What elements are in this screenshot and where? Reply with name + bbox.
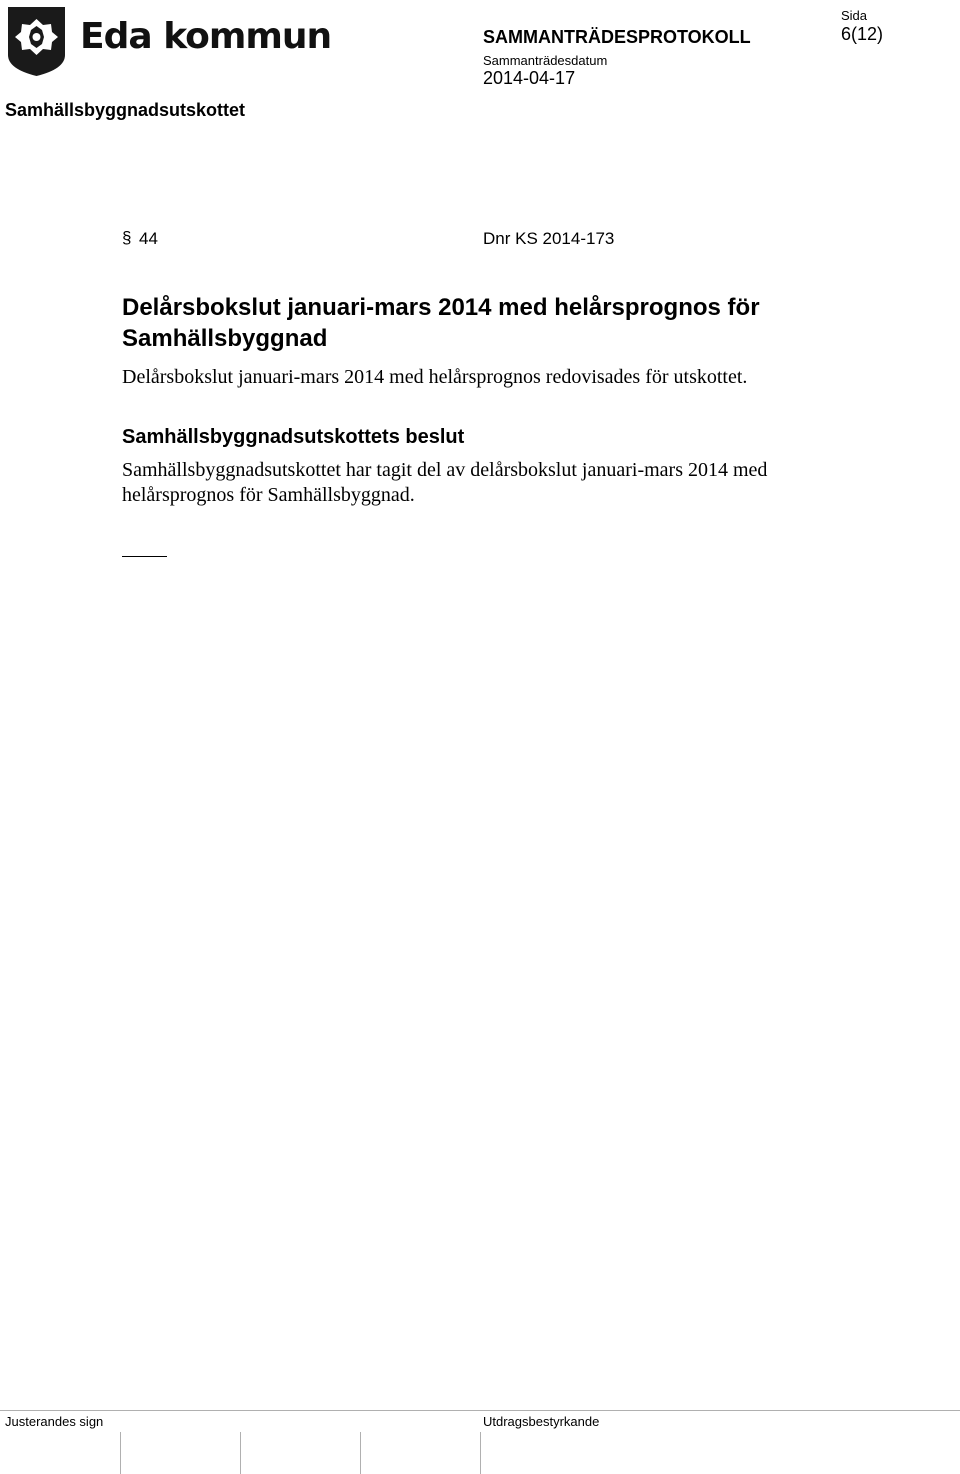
- page-number: 6(12): [841, 24, 884, 44]
- paragraph-sign: §: [122, 228, 132, 247]
- footer-divider: [0, 1410, 960, 1411]
- meeting-date-value: 2014-04-17: [483, 68, 576, 88]
- signers-label: Justerandes sign: [5, 1414, 104, 1429]
- meeting-date-label: Sammanträdesdatum: [483, 53, 608, 68]
- document-type: SAMMANTRÄDESPROTOKOLL: [483, 27, 751, 47]
- signature-box-divider: [240, 1432, 241, 1474]
- item-title: Delårsbokslut januari-mars 2014 med helårsprognos för Samhällsbyggnad: [122, 294, 760, 352]
- page-label: Sida: [841, 8, 868, 23]
- item-description: Delårsbokslut januari-mars 2014 med helårsprognos redovisades för utskottet.: [122, 366, 748, 388]
- signature-box-divider: [360, 1432, 361, 1474]
- certifier-label: Utdragsbestyrkande: [483, 1414, 600, 1429]
- signature-box-divider: [480, 1432, 481, 1474]
- section-end-rule: [122, 556, 167, 557]
- committee-name: Samhällsbyggnadsutskottet: [5, 100, 246, 120]
- paragraph-number: 44: [139, 229, 158, 248]
- municipality-logo-text: Eda kommun: [80, 16, 332, 57]
- signature-box-divider: [120, 1432, 121, 1474]
- decision-text: Samhällsbyggnadsutskottet har tagit del av delårsbokslut januari-mars 2014 med helårsprognos för Samhällsbyggnad.: [122, 459, 768, 506]
- decision-heading: Samhällsbyggnadsutskottets beslut: [122, 426, 465, 448]
- case-number: Dnr KS 2014-173: [483, 229, 615, 248]
- municipality-coat-of-arms-icon: [6, 5, 67, 78]
